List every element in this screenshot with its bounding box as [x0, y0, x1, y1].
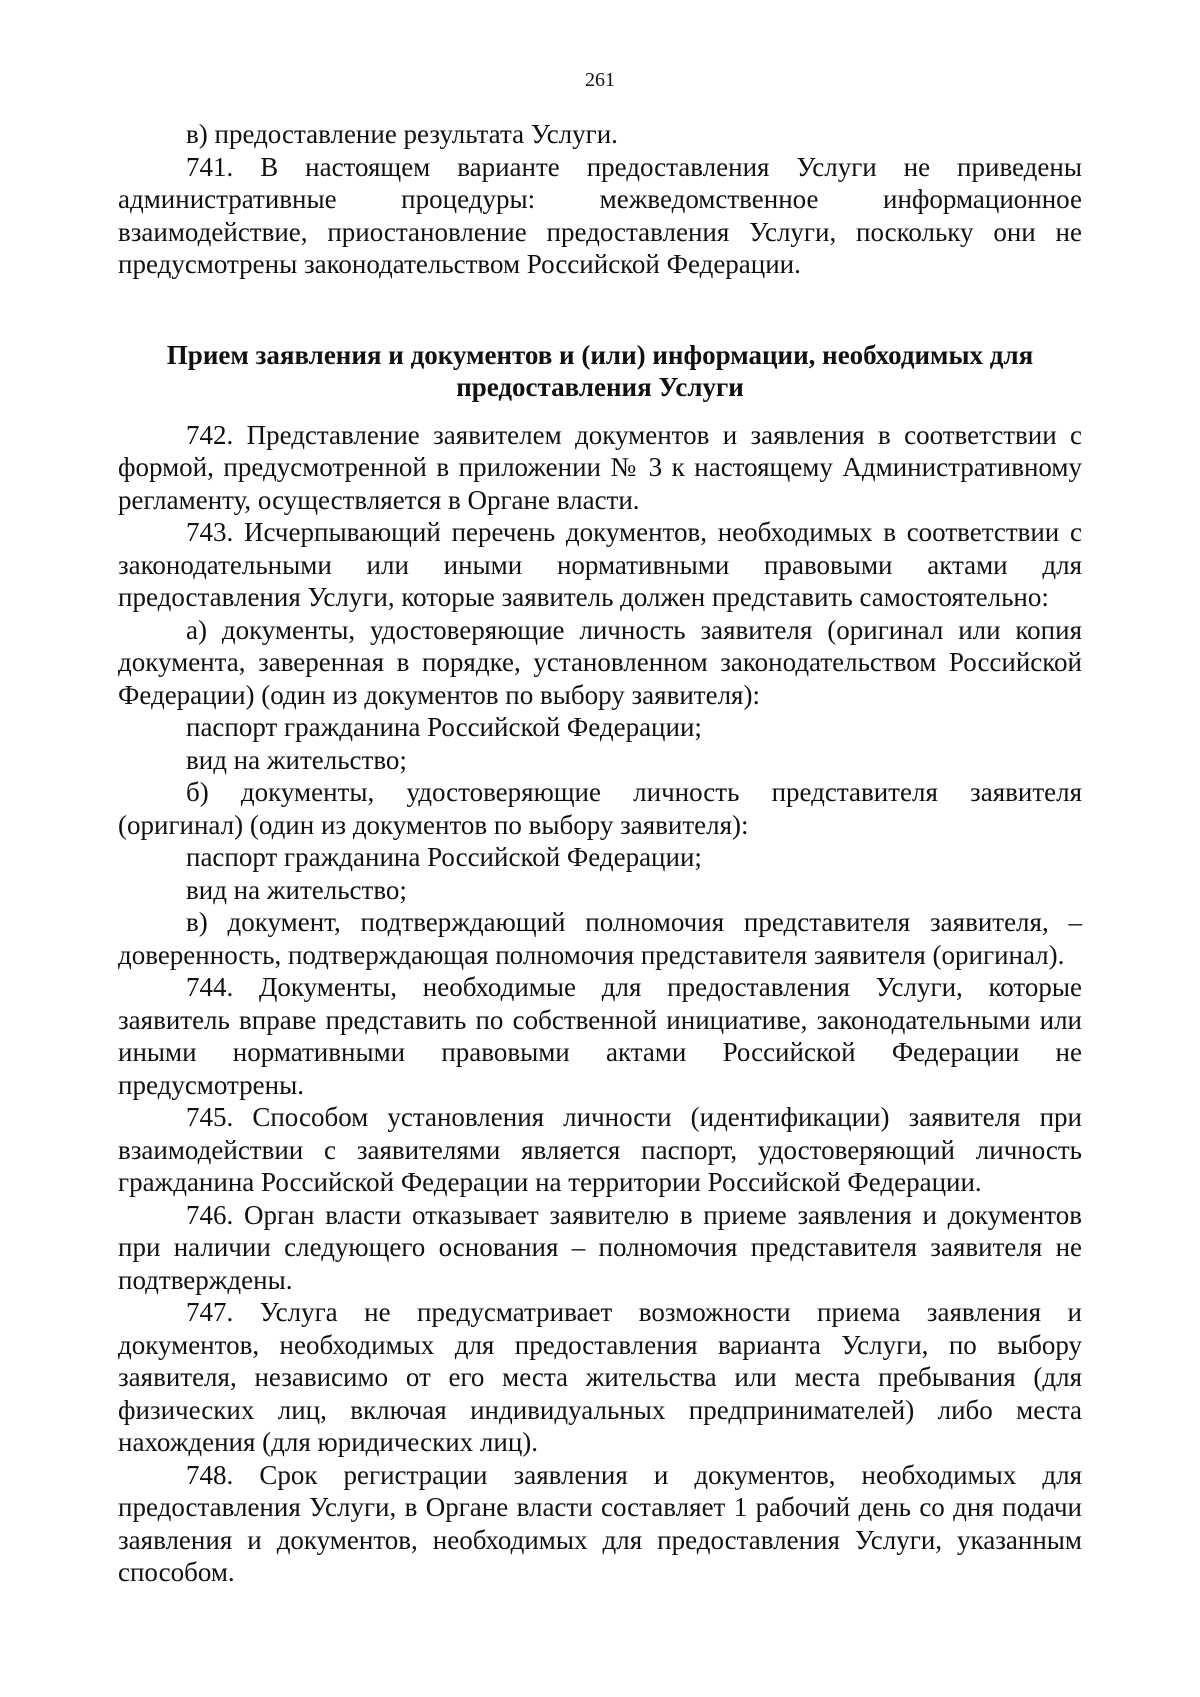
paragraph-result-item: в) предоставление результата Услуги. [186, 119, 618, 149]
paragraph-747: 747. Услуга не предусматривает возможности приема заявления и документов, необходимых для предоставления варианта Услуги, по выбору заявителя, независимо от его места жительства или места пребывания (для физических лиц, включая индивидуальных предпринимателей) либо места нахождения (для юридических лиц). [118, 1297, 1082, 1457]
paragraph-741: 741. В настоящем варианте предоставления Услуги не приведены административные процедуры: межведомственное информационное взаимодействие, приостановление предоставления Услуги, поскольку они не предусмотрены законодательством Российской Федерации. [118, 151, 1082, 279]
list-item-passport-1: паспорт гражданина Российской Федерации; [186, 712, 702, 742]
list-item-b: б) документы, удостоверяющие личность представителя заявителя (оригинал) (один из документов по выбору заявителя): [118, 777, 1082, 840]
list-item-passport-2: паспорт гражданина Российской Федерации; [186, 842, 702, 872]
page-number: 261 [585, 69, 615, 91]
section-heading: Прием заявления и документов и (или) информации, необходимых для предоставления Услуги [166, 339, 1034, 402]
paragraph-744: 744. Документы, необходимые для предоставления Услуги, которые заявитель вправе представить по собственной инициативе, законодательными или иными нормативными правовыми актами Российской Федерации не предусмотрены. [118, 972, 1082, 1100]
list-item-a: а) документы, удостоверяющие личность заявителя (оригинал или копия документа, заверенная в порядке, установленном законодательством Российской Федерации) (один из документов по выбору заявителя): [118, 614, 1082, 710]
list-item-v: в) документ, подтверждающий полномочия представителя заявителя, – доверенность, подтверждающая полномочия представителя заявителя (оригинал). [118, 907, 1082, 970]
paragraph-745: 745. Способом установления личности (идентификации) заявителя при взаимодействии с заявителями является паспорт, удостоверяющий личность гражданина Российской Федерации на территории Российской Федерации. [118, 1102, 1082, 1197]
list-item-residence-2: вид на жительство; [186, 874, 407, 905]
list-item-residence-1: вид на жительство; [186, 744, 407, 775]
paragraph-746: 746. Орган власти отказывает заявителю в приеме заявления и документов при наличии следующего основания – полномочия представителя заявителя не подтверждены. [118, 1199, 1082, 1295]
paragraph-742: 742. Представление заявителем документов и заявления в соответствии с формой, предусмотренной в приложении № 3 к настоящему Административному регламенту, осуществляется в Органе власти. [118, 419, 1082, 515]
paragraph-748: 748. Срок регистрации заявления и документов, необходимых для предоставления Услуги, в Органе власти составляет 1 рабочий день со дня подачи заявления и документов, необходимых для предоставления Услуги, указанным способом. [118, 1459, 1082, 1587]
paragraph-743: 743. Исчерпывающий перечень документов, необходимых в соответствии с законодательными или иными нормативными правовыми актами для предоставления Услуги, которые заявитель должен представить самостоятельно: [118, 517, 1082, 612]
document-body [118, 118, 1082, 1589]
